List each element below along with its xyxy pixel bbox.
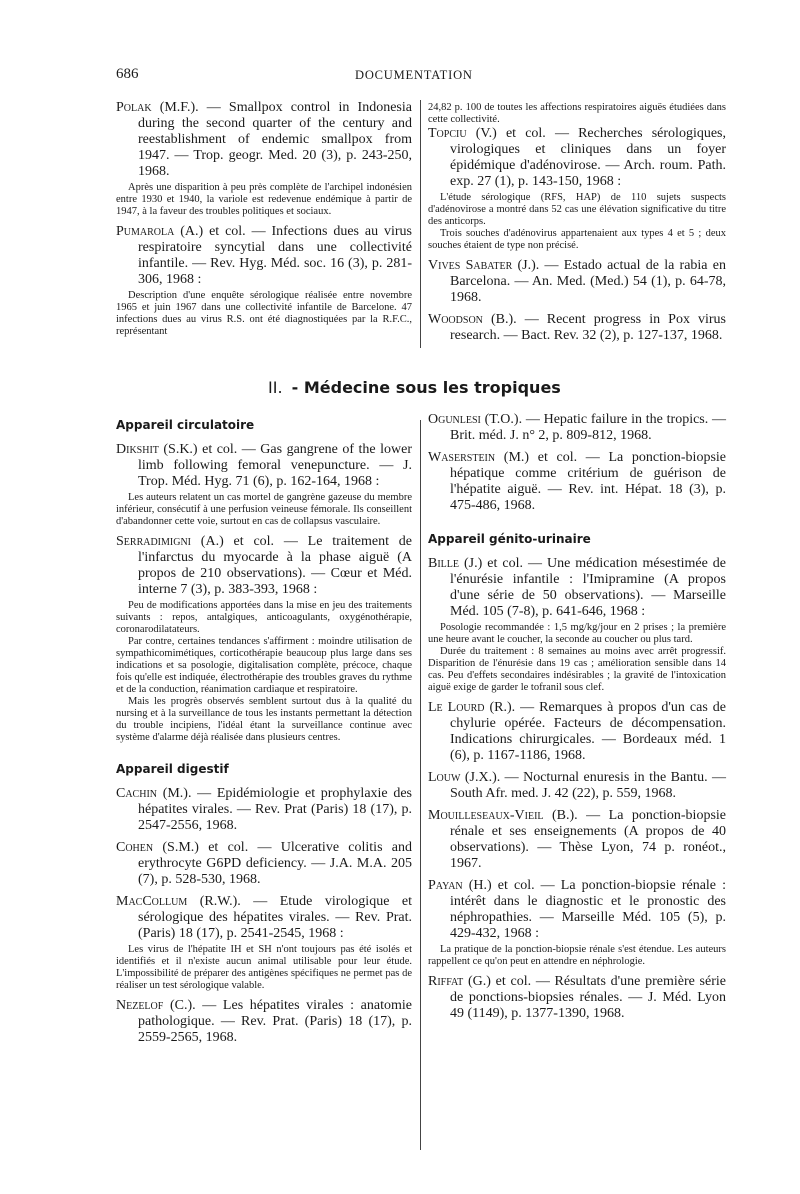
- bibliography-entry: [116, 894, 412, 992]
- citation-text: — Remarques à propos d'un cas de chylurie opérée. Facteurs de décompensation. Indications chirurgicales. — Bordeaux méd. 1 (6), p. 1167-1186, 1968.: [450, 700, 726, 763]
- digestif-entries-continued: [428, 412, 726, 514]
- abstract-paragraph: Trois souches d'adénovirus appartenaient aux types 4 et 5 ; deux souches étaient de type non précisé.: [428, 228, 726, 251]
- bibliography-entry: [428, 878, 726, 968]
- citation-text: et col. — La ponction-biopsie hépatique comme critérium de guérison de l'hépatite aiguë. — Rev. int. Hépat. 18 (3), p. 475-486, 1968.: [450, 450, 726, 513]
- author-name: Pumarola (A.): [116, 224, 204, 239]
- citation-text: et col. — Infections dues au virus respiratoire syncytial dans une collectivité infantile. — Rev. Hyg. Méd. soc. 16 (3), p. 281-306, 1968 :: [138, 224, 412, 287]
- citation-text: et col. — Gas gangrene of the lower limb following femoral venepuncture. — J. Trop. Méd. Hyg. 71 (6), p. 162-164, 1968 :: [138, 442, 412, 489]
- citation: [116, 224, 412, 288]
- page-number: 686: [116, 66, 139, 82]
- author-name: Nezelof (C.).: [116, 998, 196, 1013]
- citation-text: et col. — Le traitement de l'infarctus du myocarde à la phase aiguë (A propos de 210 observations). — Cœur et Méd. interne 7 (3), p. 383-393, 1968 :: [138, 534, 412, 597]
- citation: [116, 100, 412, 180]
- section-heading: [268, 378, 561, 397]
- citation: [428, 312, 726, 344]
- circulatoire-entries: [116, 442, 412, 744]
- citation: [428, 126, 726, 190]
- top-left-column: [116, 100, 412, 344]
- citation: [428, 450, 726, 514]
- section-title: - Médecine sous les tropiques: [291, 378, 561, 397]
- author-name: Louw (J.X.).: [428, 770, 501, 785]
- citation: [428, 556, 726, 620]
- citation-text: — Epidémiologie et prophylaxie des hépatites virales. — Rev. Prat (Paris) 18 (17), p. 2547-2556, 1968.: [138, 786, 412, 833]
- bibliography-entry: [116, 224, 412, 338]
- bibliography-entry: [116, 100, 412, 218]
- citation-text: — Recent progress in Pox virus research. — Bact. Rev. 32 (2), p. 127-137, 1968.: [450, 312, 727, 343]
- column-divider-top: [420, 100, 421, 348]
- citation-text: — Etude virologique et sérologique des hépatites virales. — Rev. Prat. (Paris) 18 (17), p. 2541-2545, 1968 :: [138, 894, 412, 941]
- bibliography-entry: [116, 534, 412, 744]
- author-name: Bille (J.): [428, 556, 483, 571]
- citation: [116, 442, 412, 490]
- citation-text: et col. — Recherches sérologiques, virologiques et cliniques dans un foyer épidémique d'adénovirose. — Arch. roum. Path. exp. 27 (1), p. 143-150, 1968 :: [450, 126, 726, 189]
- bibliography-entry: [428, 808, 726, 872]
- abstract-paragraph: Après une disparition à peu près complète de l'archipel indonésien entre 1930 et 1940, la variole est redevenue endémique à partir de 1947, à la faveur des troubles politiques et sociaux.: [116, 182, 412, 217]
- author-name: MacCollum (R.W.).: [116, 894, 241, 909]
- bibliography-entry: [428, 700, 726, 764]
- author-name: Serradimigni (A.): [116, 534, 224, 549]
- citation-text: — La ponction-biopsie rénale et ses enseignements (A propos de 40 observations). — Thèse Lyon, 74 p. ronéot., 1967.: [450, 808, 726, 871]
- citation-text: et col. — Une médication mésestimée de l'énurésie infantile : l'Imipramine (A propos d'une série de 50 observations). — Marseille Méd. 105 (7-8), p. 641-646, 1968 :: [450, 556, 726, 619]
- citation: [428, 974, 726, 1022]
- citation: [116, 534, 412, 598]
- citation-text: — Estado actual de la rabia en Barcelona. — An. Med. (Med.) 54 (1), p. 64-78, 1968.: [450, 258, 726, 305]
- citation-text: et col. — Résultats d'une première série de ponctions-biopsies rénales. — J. Méd. Lyon 49 (1149), p. 1377-1390, 1968.: [450, 974, 726, 1021]
- abstract-continuation: 24,82 p. 100 de toutes les affections respiratoires aiguës étudiées dans cette collectivité.: [428, 102, 726, 125]
- author-name: Dikshit (S.K.): [116, 442, 198, 457]
- bibliography-entry: [428, 126, 726, 252]
- abstract-paragraph: Par contre, certaines tendances s'affirment : moindre utilisation de sympathicomimétiques, corticothérapie beaucoup plus large dans ses indications et sa posologie, digitalisation complète, précoce, chaque fois qu'elle est indiquée, électrothérapie des troubles graves du rythme et de la conduction, réanimation cardiaque et respiratoire.: [116, 636, 412, 695]
- author-name: Vives Sabater (J.).: [428, 258, 540, 273]
- bibliography-entry: [428, 770, 726, 802]
- citation: [428, 258, 726, 306]
- citation: [428, 700, 726, 764]
- author-name: Woodson (B.).: [428, 312, 517, 327]
- abstract-paragraph: Les auteurs relatent un cas mortel de gangrène gazeuse du membre inférieur, consécutif à une perfusion veineuse fémorale. Ils conseillent d'abandonner cette voie, surtout en cas de collapsus vasculaire.: [116, 492, 412, 527]
- author-name: Cachin (M.).: [116, 786, 192, 801]
- author-name: Riffat (G.): [428, 974, 491, 989]
- bibliography-entry: [428, 450, 726, 514]
- column-divider-bottom: [420, 420, 421, 1150]
- abstract-paragraph: Mais les progrès observés semblent surtout dus à la qualité du nursing et à la surveillance de tous les instants permettant la détection du trouble incipiens, l'idéal étant la surveillance continue avec système d'alarme déjà réalisée dans plusieurs centres.: [116, 696, 412, 743]
- author-name: Waserstein (M.): [428, 450, 530, 465]
- citation: [116, 840, 412, 888]
- citation-text: — Les hépatites virales : anatomie pathologique. — Rev. Prat. (Paris) 18 (17), p. 2559-2565, 1968.: [138, 998, 412, 1045]
- abstract-paragraph: Durée du traitement : 8 semaines au moins avec arrêt progressif. Disparition de l'énurésie dans 19 cas ; amélioration sensible dans 14 cas. Peu d'effets secondaires indésirables ; la gravité de l'intoxication aiguë exige de garder le tofranil sous clef.: [428, 646, 726, 693]
- bibliography-entry: [116, 998, 412, 1046]
- citation-text: — Nocturnal enuresis in the Bantu. — South Afr. med. J. 42 (22), p. 559, 1968.: [450, 770, 726, 801]
- top-right-entries: [428, 126, 726, 344]
- citation-text: et col. — La ponction-biopsie rénale : intérêt dans le diagnostic et le pronostic des néphropathies. — Marseille Méd. 105 (5), p. 429-432, 1968 :: [450, 878, 726, 941]
- rubric-digestif: Appareil digestif: [116, 762, 229, 776]
- bibliography-entry: [116, 442, 412, 528]
- bibliography-entry: [116, 786, 412, 834]
- citation: [428, 878, 726, 942]
- bibliography-entry: [428, 556, 726, 694]
- abstract-paragraph: Description d'une enquête sérologique réalisée entre novembre 1965 et juin 1967 dans une collectivité infantile de Barcelone. 47 infections dues au virus R.S. ont été diagnostiquées par la R.F.C., représentant: [116, 290, 412, 337]
- author-name: Mouilleseaux-Vieil (B.).: [428, 808, 578, 823]
- citation-text: — Smallpox control in Indonesia during the second quarter of the century and reestablishment of endemic smallpox from 1947. — Trop. geogr. Med. 20 (3), p. 243-250, 1968.: [138, 100, 412, 179]
- rubric-genito-urinaire: Appareil génito-urinaire: [428, 532, 591, 546]
- top-right-column: [428, 100, 726, 350]
- bottom-left-column: [116, 412, 412, 1052]
- running-title: DOCUMENTATION: [355, 68, 473, 82]
- bibliography-entry: [428, 974, 726, 1022]
- bibliography-entry: [428, 258, 726, 306]
- citation: [116, 894, 412, 942]
- citation: [428, 412, 726, 444]
- citation: [116, 786, 412, 834]
- abstract-paragraph: Peu de modifications apportées dans la mise en jeu des traitements suivants : repos, antalgiques, anticoagulants, oxygénothérapie, coronarodilatateurs.: [116, 600, 412, 635]
- citation: [428, 808, 726, 872]
- citation: [428, 770, 726, 802]
- bottom-right-column: [428, 412, 726, 1028]
- rubric-circulatoire: Appareil circulatoire: [116, 418, 255, 432]
- author-name: Le Lourd (R.).: [428, 700, 516, 715]
- bibliography-entry: [116, 840, 412, 888]
- section-number: II.: [268, 378, 283, 397]
- author-name: Polak (M.F.).: [116, 100, 199, 115]
- author-name: Topciu (V.): [428, 126, 497, 141]
- citation-text: et col. — Ulcerative colitis and erythrocyte G6PD deficiency. — J.A. M.A. 205 (7), p. 528-530, 1968.: [138, 840, 412, 887]
- author-name: Ogunlesi (T.O.).: [428, 412, 523, 427]
- bibliography-entry: [428, 412, 726, 444]
- citation-text: — Hepatic failure in the tropics. — Brit. méd. J. n° 2, p. 809-812, 1968.: [450, 412, 726, 443]
- bibliography-entry: [428, 312, 726, 344]
- abstract-paragraph: La pratique de la ponction-biopsie rénale s'est étendue. Les auteurs rappellent ce qu'on peut en attendre en néphrologie.: [428, 944, 726, 967]
- genito-urinaire-entries: [428, 556, 726, 1022]
- digestif-entries: [116, 786, 412, 1046]
- abstract-paragraph: Posologie recommandée : 1,5 mg/kg/jour en 2 prises ; la première une heure avant le coucher, la seconde au coucher ou plus tard.: [428, 622, 726, 645]
- citation: [116, 998, 412, 1046]
- abstract-paragraph: Les virus de l'hépatite IH et SH n'ont toujours pas été isolés et identifiés et il n'existe aucun animal utilisable pour leur étude. L'impossibilité de préparer des antigènes spécifiques ne permet pas de réaliser un test sérologique valable.: [116, 944, 412, 991]
- author-name: Cohen (S.M.): [116, 840, 199, 855]
- author-name: Payan (H.): [428, 878, 492, 893]
- abstract-paragraph: L'étude sérologique (RFS, HAP) de 110 sujets suspects d'adénovirose a montré dans 52 cas une élévation significative du titre des anticorps.: [428, 192, 726, 227]
